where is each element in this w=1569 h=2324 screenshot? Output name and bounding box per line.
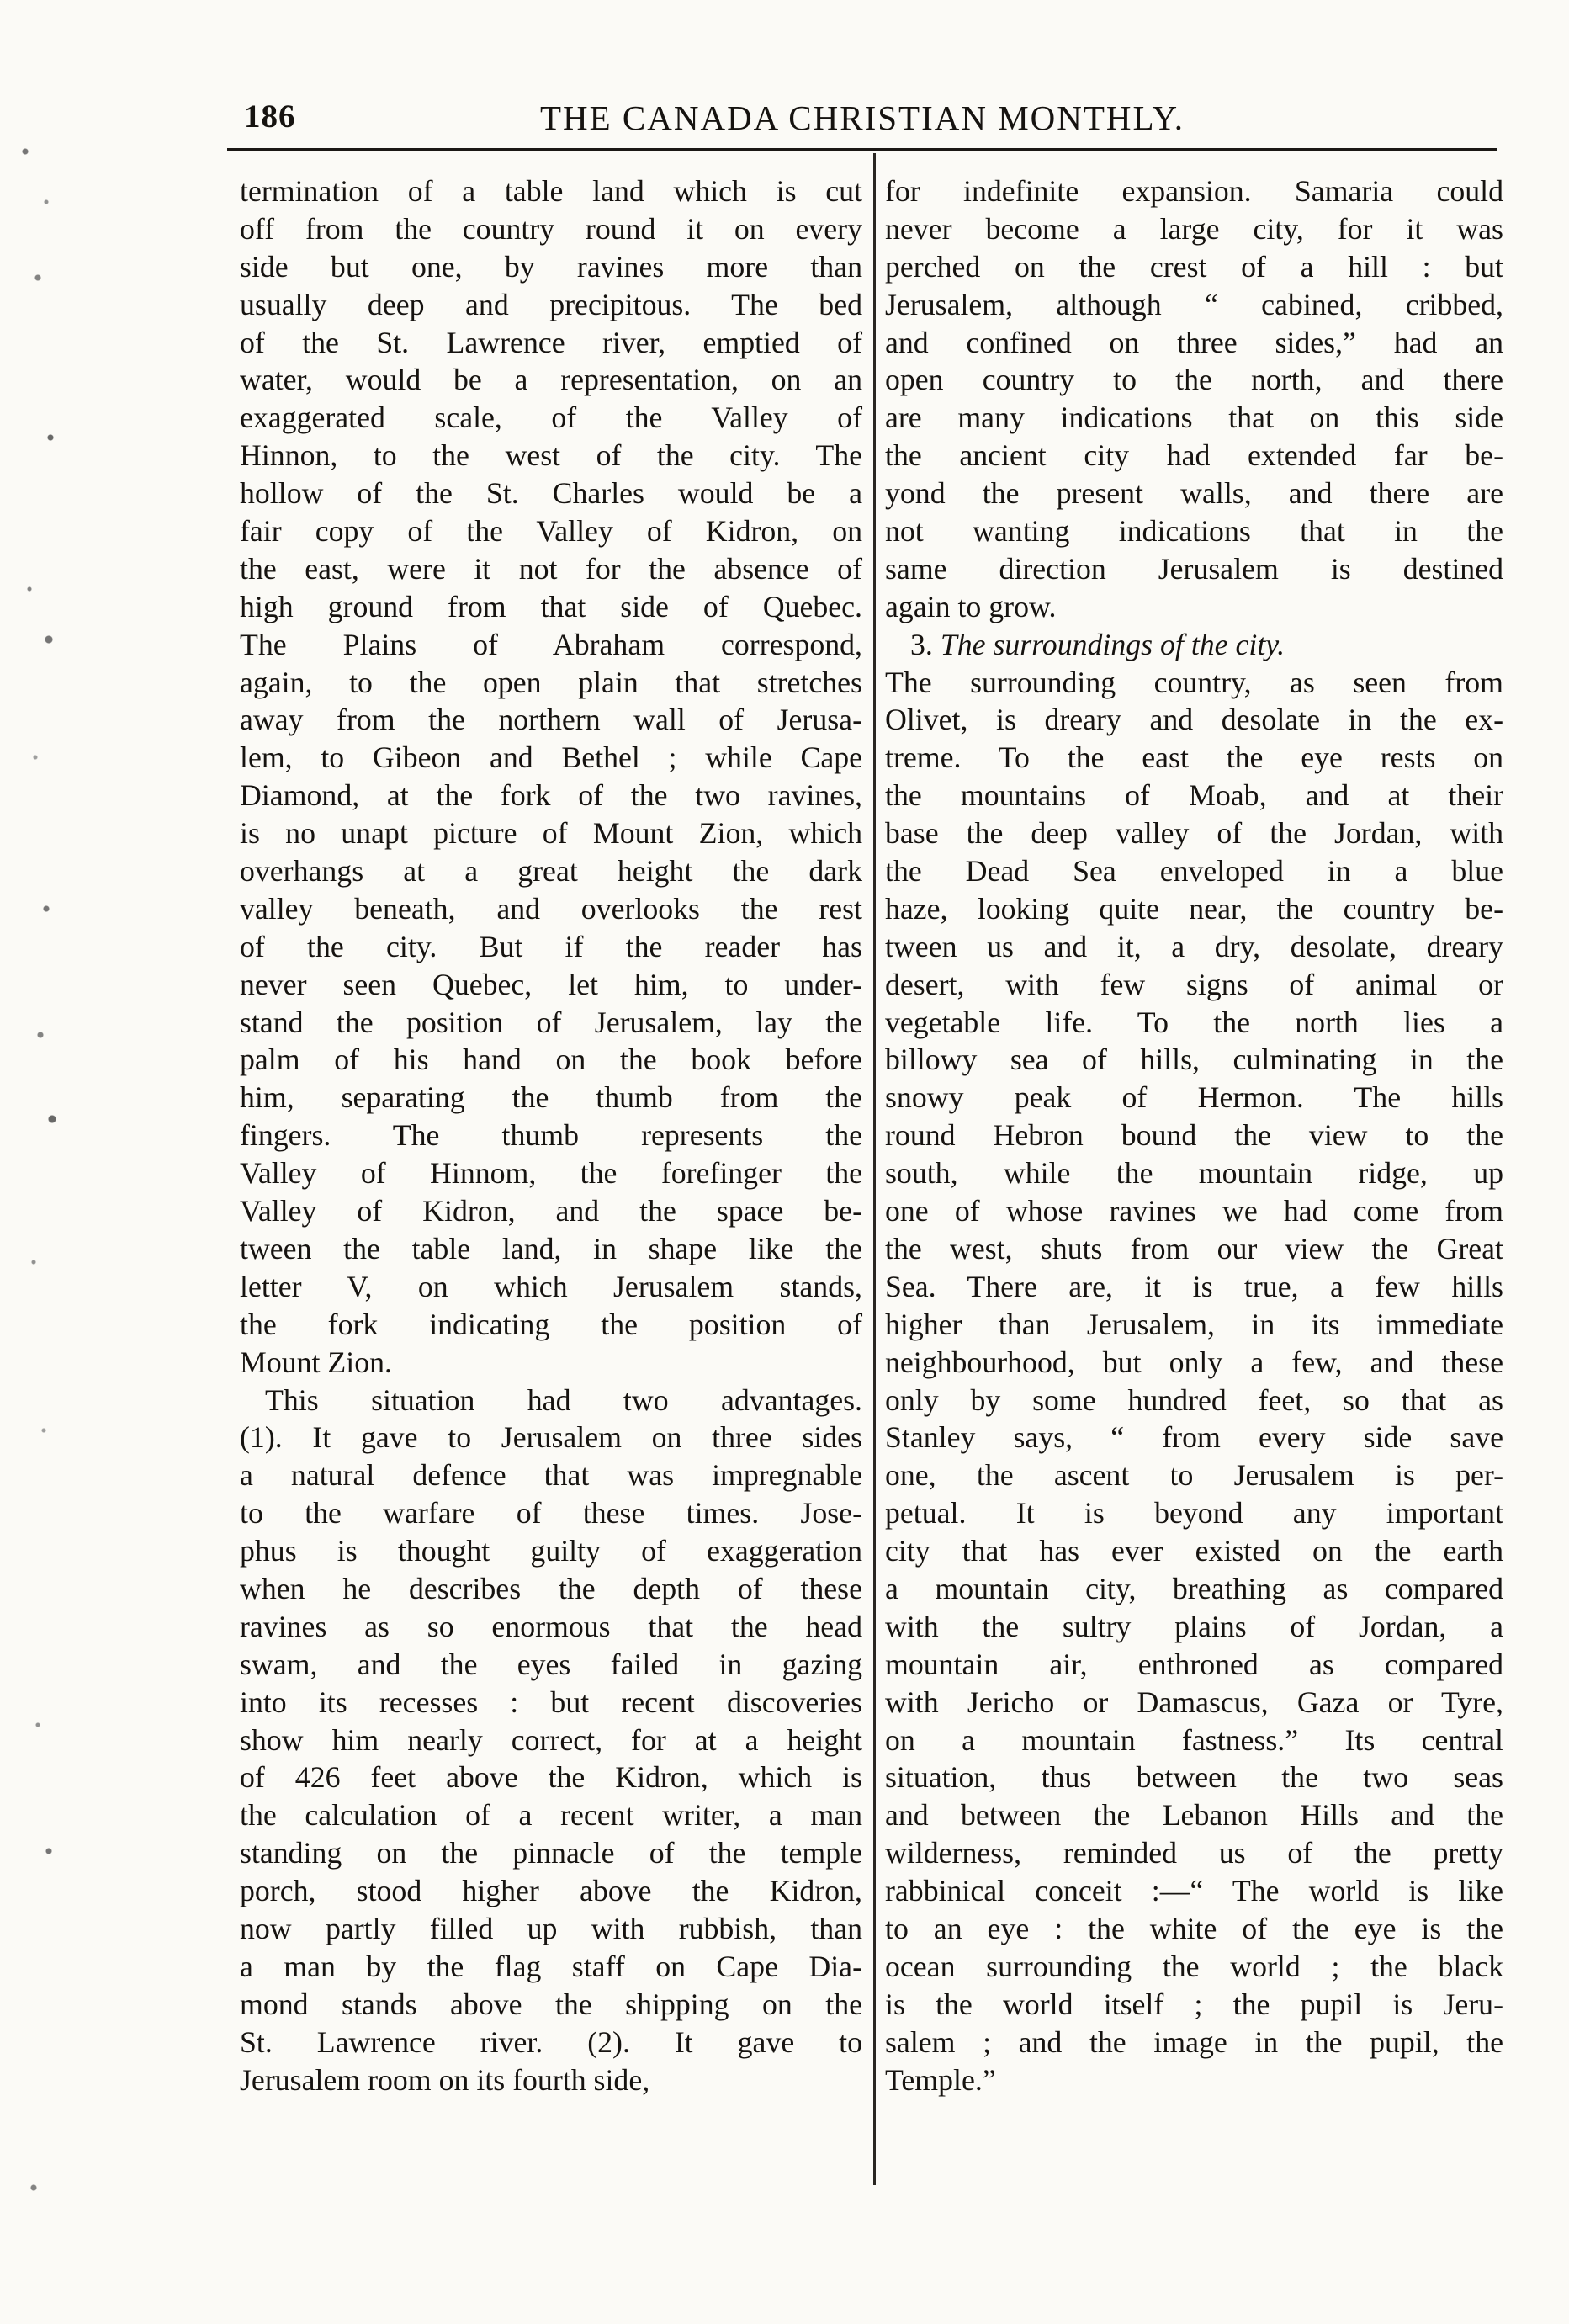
text-line: one, the ascent to Jerusalem is per- [885,1458,1503,1493]
text-line: off from the country round it on every [240,211,862,246]
text-line: only by some hundred feet, so that as [885,1382,1503,1417]
text-line: to the warfare of these times. Jose- [240,1496,862,1531]
text-line: city that has ever existed on the earth [885,1534,1503,1568]
text-line: Jerusalem, although “ cabined, cribbed, [885,287,1503,321]
text-line: a mountain city, breathing as compared [885,1571,1503,1605]
text-line: side but one, by ravines more than [240,249,862,284]
text-line: to an eye : the white of the eye is the [885,1911,1503,1945]
text-line: now partly filled up with rubbish, than [240,1911,862,1945]
text-line: the west, shuts from our view the Great [885,1231,1503,1265]
text-line: tween the table land, in shape like the [240,1231,862,1265]
text-line: neighbourhood, but only a few, and these [885,1345,1503,1379]
text-line: Jerusalem room on its fourth side, [240,2062,650,2097]
text-line: same direction Jerusalem is destined [885,551,1503,586]
text-line: and confined on three sides,” had an [885,325,1503,359]
text-line: salem ; and the image in the pupil, the [885,2024,1503,2059]
text-line: with Jericho or Damascus, Gaza or Tyre, [885,1685,1503,1719]
text-line: higher than Jerusalem, in its immediate [885,1307,1503,1341]
text-line: and between the Lebanon Hills and the [885,1798,1503,1833]
text-line: the east, were it not for the absence of [240,551,862,586]
text-line: snowy peak of Hermon. The hills [885,1080,1503,1115]
margin-specks [0,0,93,2324]
text-line: vegetable life. To the north lies a [885,1005,1503,1039]
text-line: Sea. There are, it is true, a few hills [885,1269,1503,1303]
text-line: of 426 feet above the Kidron, which is [240,1760,862,1795]
text-line: Hinnon, to the west of the city. The [240,438,862,473]
text-line: perched on the crest of a hill : but [885,249,1503,284]
left-column [240,172,862,2098]
running-head: THE CANADA CHRISTIAN MONTHLY. [539,98,1185,137]
text-line: Olivet, is dreary and desolate in the ex- [885,703,1503,737]
page-number: 186 [244,98,296,135]
text-line: phus is thought guilty of exaggeration [240,1534,862,1568]
text-line: south, while the mountain ridge, up [885,1156,1503,1191]
text-line: fingers. The thumb represents the [240,1118,862,1153]
text-line: water, would be a representation, on an [240,363,862,397]
text-line: him, separating the thumb from the [240,1080,862,1115]
text-line: hollow of the St. Charles would be a [240,476,862,511]
text-line: This situation had two advantages. [265,1382,862,1417]
header-rule [227,148,1497,151]
right-column [885,172,1503,2098]
text-line: Valley of Hinnom, the forefinger the [240,1156,862,1191]
text-line: lem, to Gibeon and Bethel ; while Cape [240,740,862,775]
text-line: Valley of Kidron, and the space be- [240,1194,862,1228]
text-line: one of whose ravines we had come from [885,1194,1503,1228]
text-line: 3. The surroundings of the city. [910,627,1285,661]
text-line: ocean surrounding the world ; the black [885,1949,1503,1983]
text-line: fair copy of the Valley of Kidron, on [240,514,862,549]
text-line: show him nearly correct, for at a height [240,1722,862,1757]
text-line: mountain air, enthroned as compared [885,1647,1503,1681]
text-line: wilderness, reminded us of the pretty [885,1836,1503,1870]
text-line: termination of a table land which is cut [240,174,862,208]
text-line: Mount Zion. [240,1345,392,1379]
text-line: rabbinical conceit :—“ The world is like [885,1874,1503,1908]
text-line: round Hebron bound the view to the [885,1118,1503,1153]
text-line: desert, with few signs of animal or [885,967,1503,1001]
text-line: the Dead Sea enveloped in a blue [885,854,1503,889]
text-line: porch, stood higher above the Kidron, [240,1874,862,1908]
text-line: The surrounding country, as seen from [885,665,1503,699]
text-line: the calculation of a recent writer, a man [240,1798,862,1833]
column-divider [873,153,876,2185]
text-line: letter V, on which Jerusalem stands, [240,1269,862,1303]
text-line: Stanley says, “ from every side save [885,1420,1503,1455]
text-line: treme. To the east the eye rests on [885,740,1503,775]
text-line: with the sultry plains of Jordan, a [885,1609,1503,1643]
text-line: of the city. But if the reader has [240,929,862,963]
text-line: St. Lawrence river. (2). It gave to [240,2024,862,2059]
text-line: a man by the flag staff on Cape Dia- [240,1949,862,1983]
text-line: ravines as so enormous that the head [240,1609,862,1643]
text-line: valley beneath, and overlooks the rest [240,891,862,926]
text-line: of the St. Lawrence river, emptied of [240,325,862,359]
text-line: the mountains of Moab, and at their [885,778,1503,813]
text-line: high ground from that side of Quebec. [240,589,862,623]
text-line: the fork indicating the position of [240,1307,862,1341]
text-line: base the deep valley of the Jordan, with [885,816,1503,851]
text-line: exaggerated scale, of the Valley of [240,401,862,435]
text-line: stand the position of Jerusalem, lay the [240,1005,862,1039]
text-line: are many indications that on this side [885,401,1503,435]
text-line: on a mountain fastness.” Its central [885,1722,1503,1757]
text-line: situation, thus between the two seas [885,1760,1503,1795]
text-line: open country to the north, and there [885,363,1503,397]
text-line: is no unapt picture of Mount Zion, which [240,816,862,851]
text-line: never become a large city, for it was [885,211,1503,246]
text-line: into its recesses : but recent discoveries [240,1685,862,1719]
text-line: tween us and it, a dry, desolate, dreary [885,929,1503,963]
text-line: palm of his hand on the book before [240,1043,862,1077]
text-line: away from the northern wall of Jerusa- [240,703,862,737]
text-line: haze, looking quite near, the country be- [885,891,1503,926]
text-line: when he describes the depth of these [240,1571,862,1605]
text-line: petual. It is beyond any important [885,1496,1503,1531]
page-header [227,91,1497,150]
text-line: again, to the open plain that stretches [240,665,862,699]
text-line: mond stands above the shipping on the [240,1987,862,2021]
text-line: is the world itself ; the pupil is Jeru- [885,1987,1503,2021]
text-line: swam, and the eyes failed in gazing [240,1647,862,1681]
text-line: a natural defence that was impregnable [240,1458,862,1493]
text-line: usually deep and precipitous. The bed [240,287,862,321]
text-line: the ancient city had extended far be- [885,438,1503,473]
text-line: The Plains of Abraham correspond, [240,627,862,661]
text-line: for indefinite expansion. Samaria could [885,174,1503,208]
text-line: never seen Quebec, let him, to under- [240,967,862,1001]
text-line: Diamond, at the fork of the two ravines, [240,778,862,813]
text-line: standing on the pinnacle of the temple [240,1836,862,1870]
text-line: (1). It gave to Jerusalem on three sides [240,1420,862,1455]
text-line: overhangs at a great height the dark [240,854,862,889]
text-line: billowy sea of hills, culminating in the [885,1043,1503,1077]
text-line: again to grow. [885,589,1057,623]
text-line: yond the present walls, and there are [885,476,1503,511]
text-line: not wanting indications that in the [885,514,1503,549]
text-line: Temple.” [885,2062,996,2097]
